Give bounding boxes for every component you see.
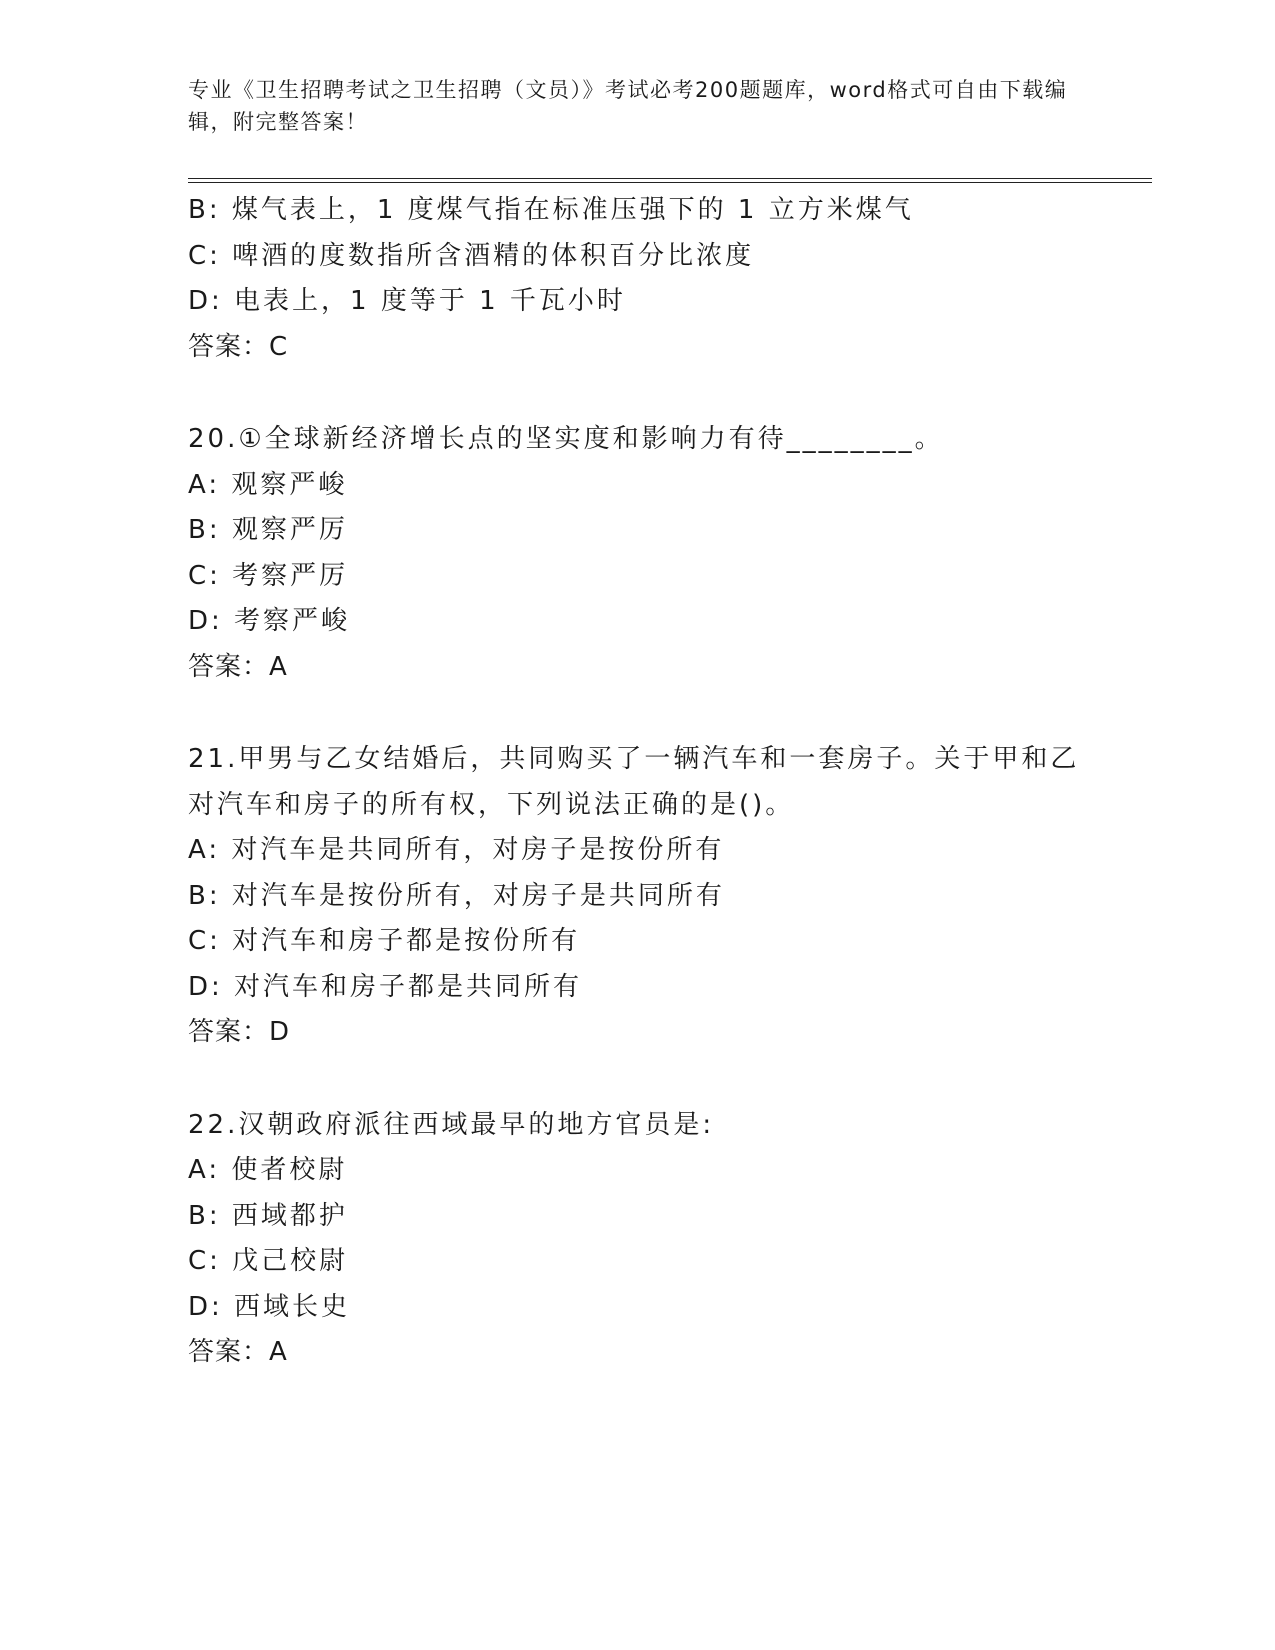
answer: 答案：A	[188, 651, 288, 682]
answer: 答案：D	[188, 1017, 291, 1047]
option-d: D: 西域长史	[188, 1291, 351, 1322]
question-21	[188, 737, 1148, 1056]
document-header: 专业《卫生招聘考试之卫生招聘（文员）》考试必考200题题库，word格式可自由下载编辑，附完整答案！	[188, 78, 1068, 134]
option-a: A: 使者校尉	[188, 1155, 348, 1185]
spacer	[188, 1056, 1148, 1103]
question-19	[188, 188, 1148, 370]
question-list	[188, 188, 1148, 1376]
option-b: B: 观察严厉	[188, 515, 348, 545]
question-stem: 20.①全球新经济增长点的坚实度和影响力有待________。	[188, 424, 944, 454]
option-a: A: 对汽车是共同所有，对房子是按份所有	[188, 835, 725, 865]
answer: 答案：C	[188, 331, 289, 362]
option-b: B: 煤气表上，1 度煤气指在标准压强下的 1 立方米煤气	[188, 195, 914, 225]
question-20	[188, 417, 1148, 690]
option-c: C: 啤酒的度数指所含酒精的体积百分比浓度	[188, 240, 755, 271]
spacer	[188, 690, 1148, 737]
option-d: D: 考察严峻	[188, 606, 351, 636]
spacer	[188, 370, 1148, 417]
option-c: C: 考察严厉	[188, 560, 349, 591]
question-22	[188, 1103, 1148, 1376]
question-stem: 22.汉朝政府派往西域最早的地方官员是:	[188, 1109, 715, 1140]
question-stem: 21.甲男与乙女结婚后，共同购买了一辆汽车和一套房子。关于甲和乙对汽车和房子的所有权，下列说法正确的是()。	[188, 744, 1080, 820]
option-b: B: 西域都护	[188, 1200, 348, 1231]
option-b: B: 对汽车是按份所有，对房子是共同所有	[188, 880, 725, 911]
option-d: D: 对汽车和房子都是共同所有	[188, 971, 583, 1002]
header-divider-bottom	[188, 182, 1152, 183]
answer: 答案：A	[188, 1337, 288, 1367]
option-a: A: 观察严峻	[188, 469, 348, 500]
option-c: C: 对汽车和房子都是按份所有	[188, 926, 581, 956]
header-divider-top	[188, 178, 1152, 179]
option-d: D: 电表上，1 度等于 1 千瓦小时	[188, 286, 626, 316]
option-c: C: 戊己校尉	[188, 1246, 349, 1276]
